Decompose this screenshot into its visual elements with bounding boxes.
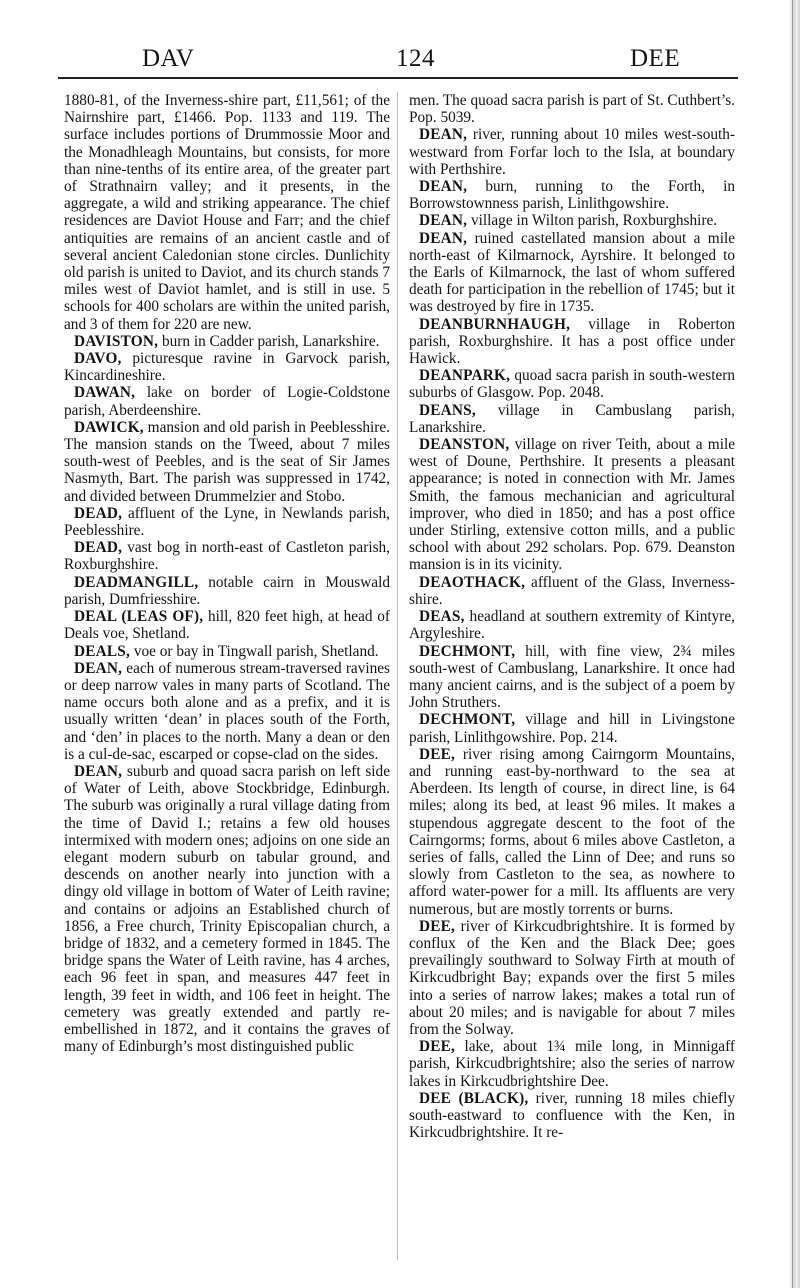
gazetteer-entry xyxy=(409,643,735,712)
gazetteer-entry xyxy=(409,746,735,918)
entry-text: lake on border of Logie-Coldstone parish, Aberdeenshire. xyxy=(64,384,390,419)
entry-headword: DEANSTON, xyxy=(419,436,510,454)
entry-headword: DAWICK, xyxy=(74,418,144,436)
entry-text: hill, 820 feet high, at head of Deals voe, Shetland. xyxy=(64,608,390,643)
gazetteer-entry xyxy=(409,126,735,178)
gazetteer-entry xyxy=(409,212,735,229)
running-header xyxy=(60,44,740,76)
entry-text: village in Roberton parish, Roxburghshire. It has a post office under Hawick. xyxy=(409,315,735,368)
entry-headword: DEE (BLACK), xyxy=(419,1089,529,1107)
entry-headword: DECHMONT, xyxy=(419,642,516,660)
entry-text: mansion and old parish in Peeblesshire. The mansion stands on the Tweed, about 7 miles south-west of Peebles, and is the seat of Sir James Nasmyth, Bart. The parish was suppressed in 1742, and divided between Drummelzier and Stobo. xyxy=(64,418,390,505)
entry-headword: DEAD, xyxy=(74,504,123,522)
entry-headword: DEANPARK, xyxy=(419,367,511,385)
gazetteer-entry xyxy=(409,1038,735,1090)
entry-text: river, running 18 miles chiefly south-eastward to confluence with the Ken, in Kirkcudbrightshire. It re- xyxy=(409,1089,736,1142)
left-column xyxy=(64,92,390,1055)
entry-text: each of numerous stream-traversed ravines or deep narrow vales in many parts of Scotland. The name occurs both alone and as a prefix, and it is usually written ‘dean’ in places south of the Forth, and ‘den’ in places to the north. Many a dean or den is a cul-de-sac, escarped or copse-clad on the sides. xyxy=(64,659,390,763)
entry-text: village on river Teith, about a mile west of Doune, Perthshire. It presents a pleasant appearance; is noted in connection with Mr. James Smith, the famous mechanician and agricultural improver, who died in 1850; and has a post office under Stirling, extensive cotton mills, and a public school with about 292 scholars. Pop. 679. Deanston mansion is in its vicinity. xyxy=(409,436,735,574)
column-divider xyxy=(397,92,398,1260)
entry-text: picturesque ravine in Garvock parish, Kincardineshire. xyxy=(64,350,390,385)
entry-text: men. The quoad sacra parish is part of St. Cuthbert’s. Pop. 5039. xyxy=(409,92,735,127)
page-edge xyxy=(790,0,800,1288)
entry-headword: DEANBURNHAUGH, xyxy=(419,315,571,333)
gazetteer-entry xyxy=(64,608,390,642)
gazetteer-entry xyxy=(409,367,735,401)
entry-headword: DEAN, xyxy=(74,762,123,780)
gazetteer-entry xyxy=(64,333,390,350)
entry-text: river, running about 10 miles west-south-westward from Forfar loch to the Isla, at boundary with Perthshire. xyxy=(409,126,735,178)
entry-text: hill, with fine view, 2¾ miles south-west of Cambuslang, Lanarkshire. It once had many ancient cairns, and is the subject of a poem by John Struthers. xyxy=(409,642,735,712)
gazetteer-entry xyxy=(64,505,390,539)
entry-text: burn in Cadder parish, Lanarkshire. xyxy=(158,332,380,350)
header-left-guide-word: DAV xyxy=(142,45,195,72)
entry-headword: DEAN, xyxy=(419,212,468,230)
gazetteer-entry xyxy=(64,763,390,1055)
entry-text: lake, about 1¾ mile long, in Minnigaff parish, Kirkcudbrightshire; also the series of narrow lakes in Kirkcudbrightshire Dee. xyxy=(409,1038,735,1090)
gazetteer-entry xyxy=(64,419,390,505)
entry-headword: DEE, xyxy=(419,745,456,763)
entry-headword: DEE, xyxy=(419,1038,456,1056)
gazetteer-entry xyxy=(409,402,735,436)
entry-headword: DECHMONT, xyxy=(419,711,516,729)
gazetteer-entry xyxy=(409,230,735,316)
entry-text: village in Cambuslang parish, Lanarkshire. xyxy=(409,401,735,436)
entry-text: voe or bay in Tingwall parish, Shetland. xyxy=(130,642,379,660)
entry-text: suburb and quoad sacra parish on left side of Water of Leith, above Stockbridge, Edinburgh. The suburb was originally a rural village dating from the time of David I.; retains a few old houses intermixed with modern ones; adjoins on one side an elegant modern suburb on tabular ground, and descends on another nearly into junction with a dingy old village in bottom of Water of Leith ravine; and contains or adjoins an Established church of 1856, a Free church, Trinity Episcopalian church, a bridge of 1832, and a cemetery formed in 1845. The bridge spans the Water of Leith ravine, has 4 arches, each 96 feet in span, and measures 447 feet in length, 39 feet in width, and 106 feet in height. The cemetery was greatly extended and partly re-embellished in 1872, and it contains the graves of many of Edinburgh’s most distinguished public xyxy=(64,762,390,1056)
right-column xyxy=(409,92,735,1141)
entry-headword: DEAS, xyxy=(419,608,465,626)
entry-headword: DAWAN, xyxy=(74,384,136,402)
entry-headword: DEAD, xyxy=(74,539,123,557)
entry-headword: DEAN, xyxy=(419,229,468,247)
entry-text: river rising among Cairngorm Mountains, and running east-by-northward to the sea at Aberdeen. Its length of course, in direct line, is 64 miles; along its bed, at least 96 miles. It makes a stupendous aggregate descent to the foot of the Cairngorms; forms, about 6 miles above Castleton, a series of falls, called the Linn of Dee; and runs so slowly from Castleton to the sea, as nowhere to afford water-power for a mill. Its affluents are very numerous, but are mostly torrents or burns. xyxy=(409,745,735,918)
entry-headword: DEE, xyxy=(419,917,456,935)
gazetteer-entry xyxy=(409,608,735,642)
entry-headword: DEADMANGILL, xyxy=(74,573,199,591)
header-rule xyxy=(58,77,738,79)
entry-text: headland at southern extremity of Kintyre, Argyleshire. xyxy=(409,608,735,643)
entry-headword: DEAN, xyxy=(419,126,468,144)
gazetteer-entry xyxy=(409,436,735,574)
gazetteer-entry xyxy=(409,178,735,212)
entry-headword: DAVISTON, xyxy=(74,332,159,350)
gazetteer-entry xyxy=(64,539,390,573)
gazetteer-entry xyxy=(64,660,390,763)
entry-headword: DEAL (LEAS OF), xyxy=(74,608,204,626)
entry-text: ruined castellated mansion about a mile north-east of Kilmarnock, Ayrshire. It belonged to the Earls of Kilmarnock, the last of whom suffered death for participation in the rebellion of 1745; but it was destroyed by fire in 1735. xyxy=(409,229,735,316)
entry-headword: DEALS, xyxy=(74,642,131,660)
gazetteer-entry xyxy=(64,643,390,660)
entry-text: burn, running to the Forth, in Borrowstownness parish, Linlithgowshire. xyxy=(409,178,735,213)
gazetteer-entry xyxy=(409,574,735,608)
header-right-guide-word: DEE xyxy=(630,45,681,72)
entry-text: 1880-81, of the Inverness-shire part, £11,561; of the Nairnshire part, £1466. Pop. 1133 and 119. The surface includes portions of Drummossie Moor and the Monadhleagh Mountains, but consists, for more than nine-tenths of its entire area, of the greater part of Strathnairn valley; and it presents, in the aggregate, a wild and striking appearance. The chief residences are Daviot House and Farr; and the chief antiquities are remains of an ancient castle and of several ancient Caledonian stone circles. Dunlichity old parish is united to Daviot, and its church stands 7 miles west of Daviot hamlet, and is still in use. 5 schools for 400 scholars are within the united parish, and 3 of them for 220 are new. xyxy=(64,92,390,333)
gazetteer-entry xyxy=(409,1090,735,1142)
entry-headword: DAVO, xyxy=(74,350,122,368)
entry-headword: DEANS, xyxy=(419,401,476,419)
gazetteer-entry xyxy=(409,711,735,745)
gazetteer-entry xyxy=(64,92,390,333)
gazetteer-entry xyxy=(64,384,390,418)
entry-headword: DEAN, xyxy=(419,178,468,196)
entry-text: village and hill in Livingstone parish, Linlithgowshire. Pop. 214. xyxy=(409,711,735,746)
page-number: 124 xyxy=(396,45,435,72)
gazetteer-entry xyxy=(64,350,390,384)
entry-text: affluent of the Lyne, in Newlands parish, Peeblesshire. xyxy=(64,504,390,540)
entry-text: river of Kirkcudbrightshire. It is formed by conflux of the Ken and the Black Dee; goes prevailingly southward to Solway Firth at mouth of Kirkcudbright Bay; expands over the first 5 miles into a series of narrow lakes; makes a total run of about 20 miles; and is navigable for about 7 miles from the Solway. xyxy=(409,917,735,1038)
entry-headword: DEAN, xyxy=(74,659,123,677)
gazetteer-entry xyxy=(409,92,735,126)
entry-text: quoad sacra parish in south-western suburbs of Glasgow. Pop. 2048. xyxy=(409,367,735,402)
entry-text: notable cairn in Mouswald parish, Dumfriesshire. xyxy=(64,573,390,608)
gazetteer-entry xyxy=(409,316,735,368)
gazetteer-entry xyxy=(64,574,390,608)
entry-text: affluent of the Glass, Inverness-shire. xyxy=(409,573,735,608)
entry-text: vast bog in north-east of Castleton parish, Roxburghshire. xyxy=(64,539,390,574)
entry-headword: DEAOTHACK, xyxy=(419,573,526,591)
gazetteer-entry xyxy=(409,918,735,1038)
entry-text: village in Wilton parish, Roxburghshire. xyxy=(467,212,718,230)
